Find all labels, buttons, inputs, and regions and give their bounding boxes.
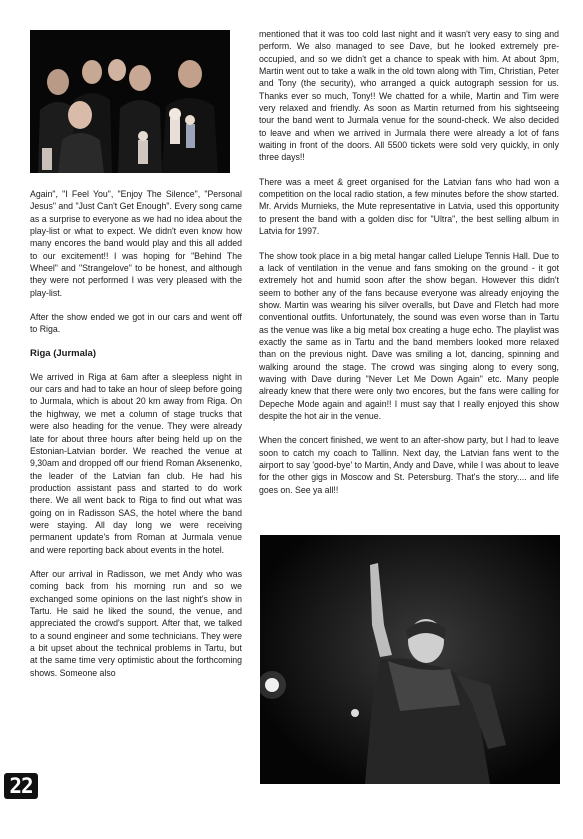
- left-paragraph-2: After the show ended we got in our cars and went off to Riga.: [30, 312, 242, 335]
- group-photo-icon: [30, 30, 230, 173]
- right-column: [259, 28, 559, 508]
- right-paragraph-3: The show took place in a big metal hangar called Lielupe Tennis Hall. Due to a lack of ventilation in the venue and fans smoking on the ground - it got extremely hot and humid soon after the show began. However this didn't seem to bother any of the fans because everyone was already enjoying the show. Martin was wearing his silver overalls, but Dave and Fletch had more conventional outfits. Unfortunately, the sound was even worse than in Tartu as the venue was like a big metal box creating a huge echo. The playlist was exactly the same as in Tartu and the band members looked more relaxed than on the previous night. Dave was smiling a lot, dancing, spinning and walking around the stage. The crowd was singing along to every song, waving with Dave during "Never Let Me Down Again" etc. Many people already knew that there were only two encores, but the fans were calling for Depeche Mode again and again!! I must say that I really enjoyed this show despite the hot air in the venue.: [259, 250, 559, 421]
- right-paragraph-1: mentioned that it was too cold last night and it wasn't very easy to sing and perform. We also managed to see Dave, but he looked extremely pre-occupied, and so we didn't get a chance to speak with him. At about 3pm, Martin went out to take a walk in the old town along with Tim, Christian, Peter and Tony (the security), who arranged a quick autograph session for us. Thanks ever so much, Tony!! We chatted for a while, Martin and Tim were very relaxed and friendly. As soon as Martin returned from his sightseeing tour the band went to Jurmala venue for the sound-check. We also decided to leave and when we arrived in Jurmala there were already a lot of fans waiting in front of the doors. All 5500 tickets were sold very quickly, in only three days!!: [259, 29, 559, 163]
- group-photo: [30, 30, 230, 173]
- left-column: [30, 188, 242, 691]
- left-paragraph-1: Again", "I Feel You", "Enjoy The Silence", "Personal Jesus" and "Just Can't Get Enough". Every song came as a surprise to everyone as we had no idea about the play-list or what to expect. We didn't even know how many encores the band would play and this all added to our excitement!! I was hoping for "Behind The Wheel" and "Strangelove" to be honest, and although they were not performed I was very pleased with the play-list.: [30, 189, 242, 298]
- right-paragraph-2: There was a meet & greet organised for the Latvian fans who had won a competition on the local radio station, a few minutes before the show started. Mr. Arvids Murnieks, the Mute representative in Latvia, used this opportunity to present the band with a golden disc for "Ultra", the best selling album in Latvia for 1997.: [259, 176, 559, 237]
- concert-photo: [260, 535, 560, 784]
- page-number: 22: [4, 773, 38, 799]
- concert-photo-icon: [260, 535, 560, 784]
- left-paragraph-4: After our arrival in Radisson, we met Andy who was coming back from his morning run and so we exchanged some opinions on the last night's show in Tartu. He said he liked the sound, the venue, and appreciated the crowd's support. After that, we talked to a sound engineer and some technicians. They were a bit upset about the technical problems in Tartu, but at the same time very optimistic about the forthcoming shows. Someone also: [30, 568, 242, 678]
- section-heading: Riga (Jurmala): [30, 347, 96, 359]
- right-paragraph-4: When the concert finished, we went to an after-show party, but I had to leave soon to catch my coach to Tallinn. Next day, the Latvian fans went to the airport to say 'good-bye' to Martin, Andy and Dave, while I was about to leave for the other gigs in Moscow and St. Petersburg. That's the story.... and life goes on. See ya all!!: [259, 435, 559, 495]
- left-paragraph-3: We arrived in Riga at 6am after a sleepless night in our cars and had to take an hour of sleep before going to Jurmala, which is about 20 km away from Riga. On the highway, we met a column of stage trucks that were also heading for the venue. They were already late for about three hours after being held up on the Estonian-Latvian border. We reached the venue at 9,30am and dropped off our friend Roman Aksenenko, the leader of the Latvian fan club. He had his production assistant pass and started to do work there. We all went back to Riga to find out what was going on in Radisson SAS, the hotel where the band were staying. All day long we were receiving permanent update's from Roman at Jurmala venue and were reporting back about events in the hotel.: [30, 371, 242, 555]
